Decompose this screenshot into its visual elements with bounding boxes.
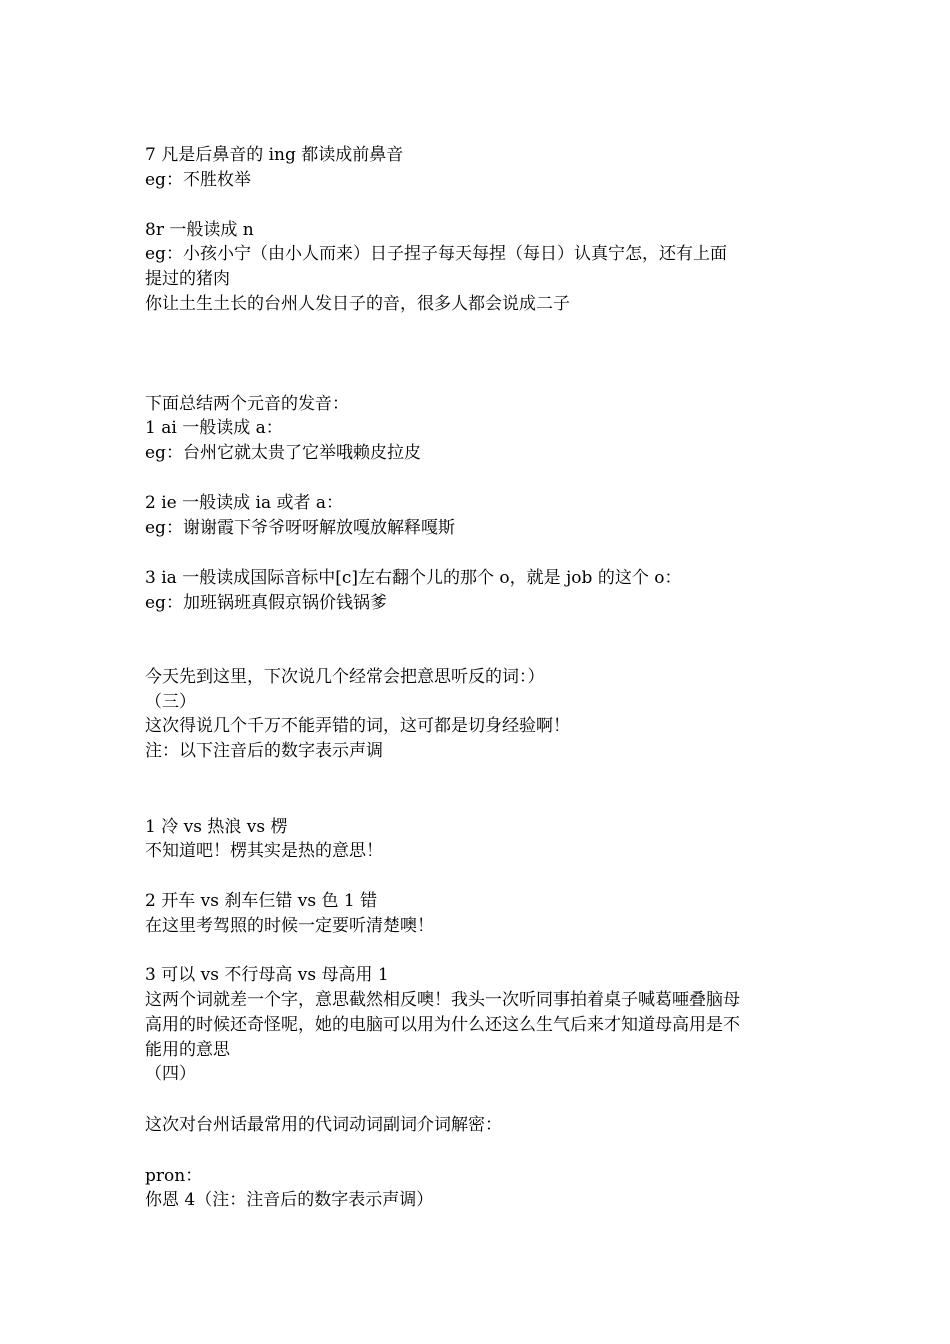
text-line: 你让土生土长的台州人发日子的音，很多人都会说成二子 bbox=[145, 294, 570, 314]
text-line: 3 ia 一般读成国际音标中[c]左右翻个儿的那个 o，就是 job 的这个 o： bbox=[145, 568, 682, 588]
text-line: 在这里考驾照的时候一定要听清楚噢！ bbox=[145, 916, 434, 936]
text-line: 这两个词就差一个字，意思截然相反噢！我头一次听同事拍着桌子喊葛唖叠脑母 bbox=[145, 990, 740, 1010]
text-line: 1 ai 一般读成 a： bbox=[145, 418, 283, 438]
text-line: 这次对台州话最常用的代词动词副词介词解密： bbox=[145, 1115, 502, 1135]
text-line: eg：不胜枚举 bbox=[145, 170, 251, 190]
text-line: eg：台州它就太贵了它举哦赖皮拉皮 bbox=[145, 443, 421, 463]
text-line: eg：小孩小宁（由小人而来）日子捏子每天每捏（每日）认真宁怎，还有上面 bbox=[145, 244, 727, 264]
text-line: 3 可以 vs 不行母高 vs 母高用 1 bbox=[145, 965, 389, 985]
text-line: pron： bbox=[145, 1166, 203, 1186]
text-line: eg：加班锅班真假京锅价钱锅爹 bbox=[145, 593, 387, 613]
text-line: 8r 一般读成 n bbox=[145, 220, 254, 240]
text-line: 1 冷 vs 热浪 vs 楞 bbox=[145, 817, 288, 837]
text-line: eg：谢谢霞下爷爷呀呀解放嘎放解释嘎斯 bbox=[145, 518, 455, 538]
text-line: （三） bbox=[145, 692, 196, 712]
text-line: 注：以下注音后的数字表示声调 bbox=[145, 741, 383, 761]
text-line: 提过的猪肉 bbox=[145, 269, 230, 289]
text-line: 7 凡是后鼻音的 ing 都读成前鼻音 bbox=[145, 145, 404, 165]
text-line: 2 开车 vs 刹车仨错 vs 色 1 错 bbox=[145, 891, 378, 911]
text-line: 能用的意思 bbox=[145, 1040, 230, 1060]
text-line: 高用的时候还奇怪呢，她的电脑可以用为什么还这么生气后来才知道母高用是不 bbox=[145, 1015, 740, 1035]
text-line: （四） bbox=[145, 1064, 196, 1084]
text-line: 下面总结两个元音的发音： bbox=[145, 394, 349, 414]
text-line: 今天先到这里，下次说几个经常会把意思听反的词：） bbox=[145, 667, 545, 687]
text-line: 2 ie 一般读成 ia 或者 a： bbox=[145, 493, 344, 513]
text-line: 不知道吧！楞其实是热的意思！ bbox=[145, 841, 383, 861]
text-line: 这次得说几个千万不能弄错的词，这可都是切身经验啊！ bbox=[145, 716, 570, 736]
text-line: 你恩 4（注：注音后的数字表示声调） bbox=[145, 1190, 434, 1210]
